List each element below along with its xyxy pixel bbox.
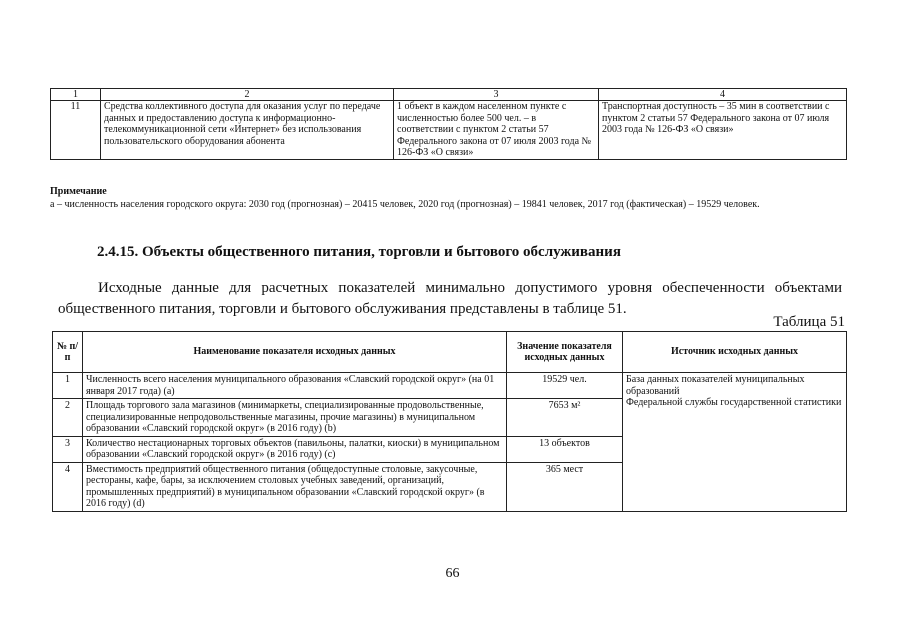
column-number: 2: [101, 89, 394, 101]
column-number: 1: [51, 89, 101, 101]
header-source: Источник исходных данных: [623, 332, 847, 373]
paragraph-line: Исходные данные для расчетных показателей минимально допустимого уровня обеспеченности объектами: [98, 280, 842, 296]
row-number: 11: [51, 101, 101, 160]
row-name: Площадь торгового зала магазинов (минимаркеты, специализированные продовольственные, специализированные непродовольственные магазины, прочие магазины) в муниципальном образовании «Славский городской округ» (в 2016 году) (b): [83, 399, 507, 437]
row-name: Средства коллективного доступа для оказания услуг по передаче данных и предоставлению доступа к информационно-телекоммуникационной сети «Интернет» без использования пользовательского оборудования абонента: [101, 101, 394, 160]
table-row: [53, 373, 847, 399]
section-title: 2.4.15. Объекты общественного питания, торговли и бытового обслуживания: [97, 244, 621, 260]
table-row: [51, 101, 847, 160]
row-name: Вместимость предприятий общественного питания (общедоступные столовые, закусочные, рестораны, кафе, бары, за исключением столовых учебных заведений, организаций, промышленных предприятий) в муниципальном образовании «Славский городской округ» (в 2016 году) (d): [83, 462, 507, 511]
header-num: № п/п: [53, 332, 83, 373]
table-caption: Таблица 51: [773, 314, 845, 330]
paragraph: [58, 278, 842, 320]
row-value: 365 мест: [507, 462, 623, 511]
row-number: 3: [53, 436, 83, 462]
page-number: 66: [445, 566, 460, 581]
column-number: 4: [599, 89, 847, 101]
note-title: Примечание: [50, 186, 107, 197]
header-name: Наименование показателя исходных данных: [83, 332, 507, 373]
continuation-table: [50, 88, 847, 160]
table-header-row: [51, 89, 847, 101]
row-value: 7653 м²: [507, 399, 623, 437]
row-value: 1 объект в каждом населенном пункте с численностью более 500 чел. – в соответствии с пунктом 2 статьи 57 Федерального закона от 07 июля 2003 года № 126-ФЗ «О связи»: [394, 101, 599, 160]
row-value: 13 объектов: [507, 436, 623, 462]
row-value: 19529 чел.: [507, 373, 623, 399]
row-number: 2: [53, 399, 83, 437]
paragraph-line: общественного питания, торговли и бытового обслуживания представлены в таблице 51.: [58, 301, 627, 317]
source-text: База данных показателей муниципальных образований: [626, 374, 805, 397]
row-number: 1: [53, 373, 83, 399]
row-accessibility: Транспортная доступность – 35 мин в соответствии с пунктом 2 статьи 57 Федерального закона от 07 июля 2003 года № 126-ФЗ «О связи»: [599, 101, 847, 160]
header-value: Значение показателя исходных данных: [507, 332, 623, 373]
table-51: [52, 331, 847, 512]
source-cell: [623, 373, 847, 512]
note-text: а – численность населения городского округа: 2030 год (прогнозная) – 20415 человек, 2020 год (прогнозная) – 19841 человек, 2017 год (фактическая) – 19529 человек.: [50, 199, 760, 210]
table-header-row: [53, 332, 847, 373]
row-number: 4: [53, 462, 83, 511]
column-number: 3: [394, 89, 599, 101]
source-text: Федеральной службы государственной статистики: [626, 397, 842, 408]
row-name: Численность всего населения муниципального образования «Славский городской округ» (на 01 января 2017 года) (a): [83, 373, 507, 399]
row-name: Количество нестационарных торговых объектов (павильоны, палатки, киоски) в муниципальном образовании «Славский городской округ» (в 2016 году) (c): [83, 436, 507, 462]
